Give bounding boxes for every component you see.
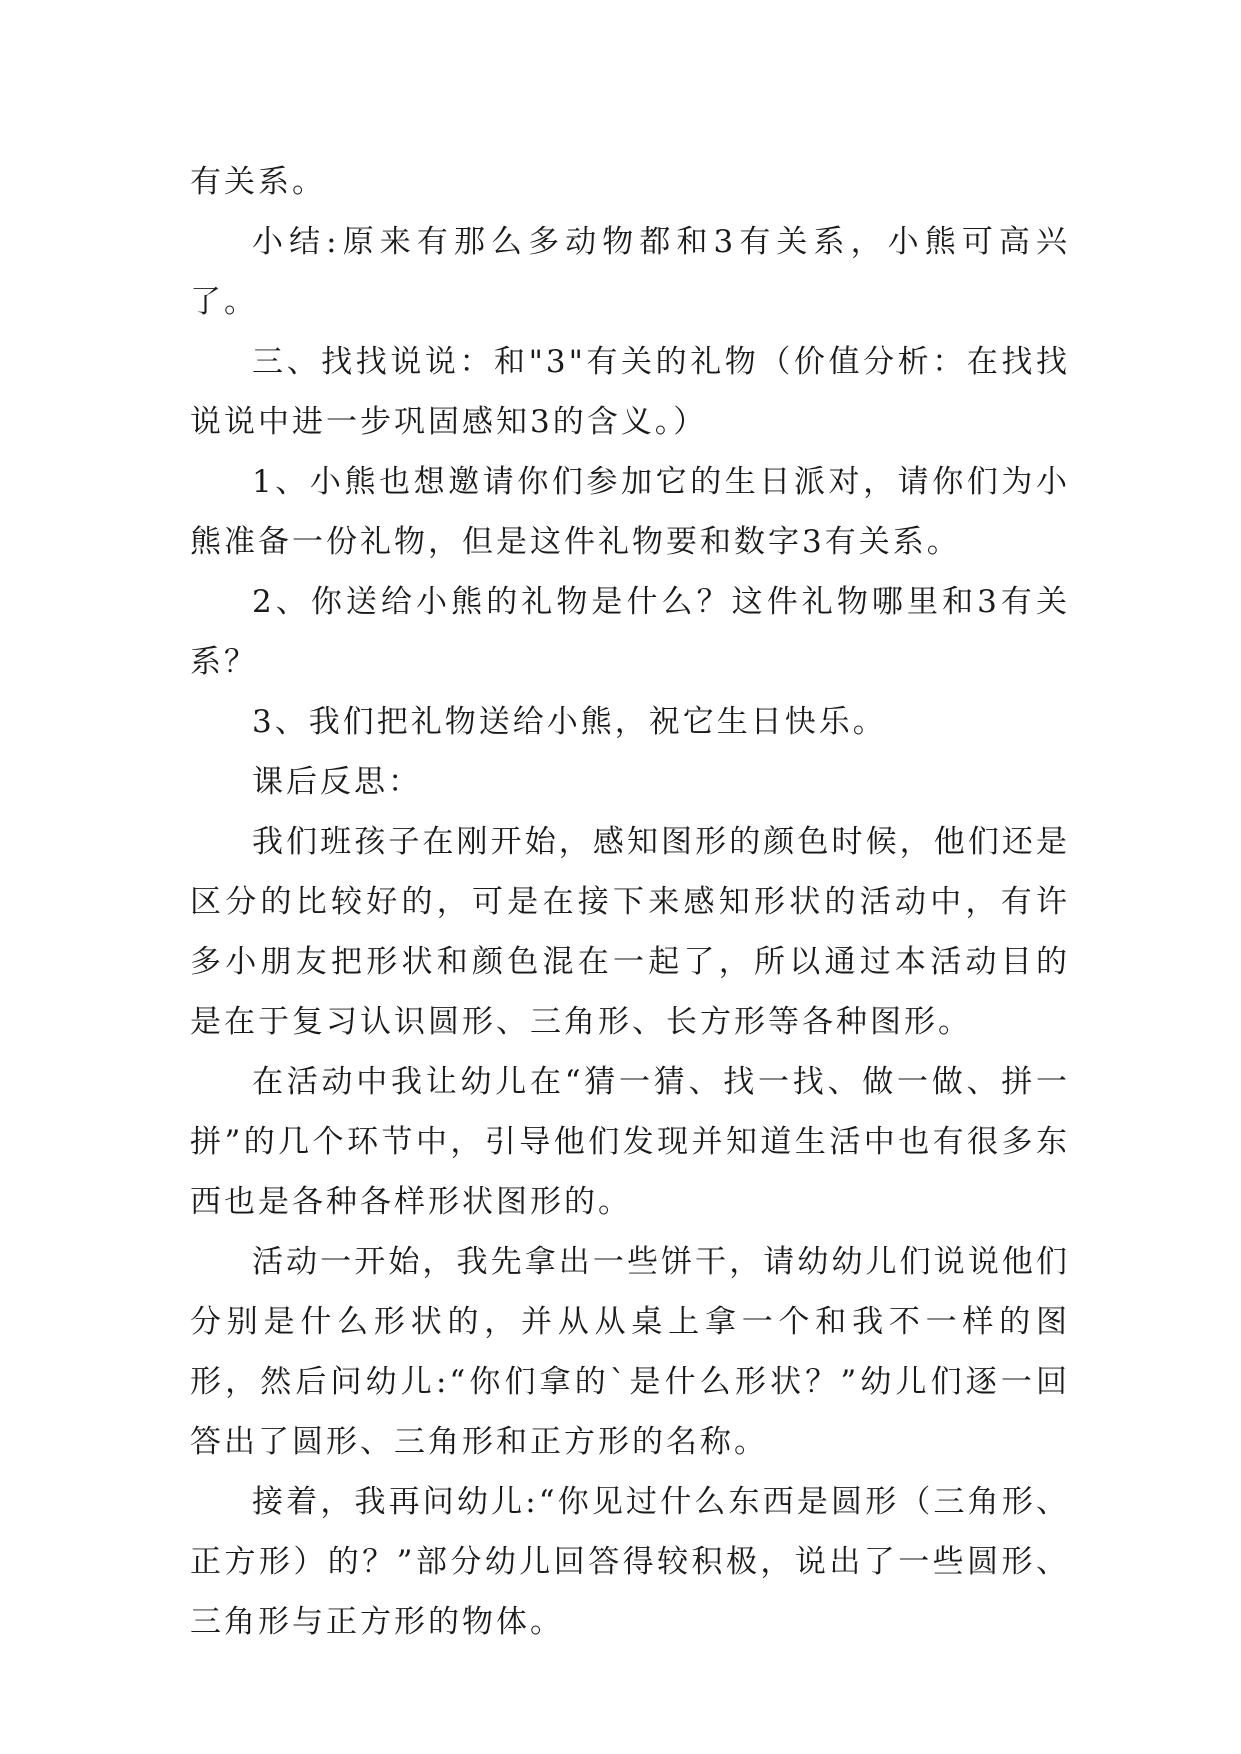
paragraph: 接着，我再问幼儿:“你见过什么东西是圆形（三角形、正方形）的？”部分幼儿回答得较积极，说出了一些圆形、三角形与正方形的物体。: [190, 1484, 1070, 1640]
section-heading: 三、找找说说：和"3"有关的礼物（价值分析：在找找说说中进一步巩固感知3的含义。）: [190, 344, 1070, 440]
list-item: 2、你送给小熊的礼物是什么？这件礼物哪里和3有关系？: [190, 584, 1070, 680]
list-item: 1、小熊也想邀请你们参加它的生日派对，请你们为小熊准备一份礼物，但是这件礼物要和数字3有关系。: [190, 464, 1070, 560]
reflection-heading: 课后反思：: [252, 764, 422, 800]
document-body: [190, 152, 1070, 1652]
paragraph: 小结:原来有那么多动物都和3有关系，小熊可高兴了。: [190, 224, 1070, 320]
paragraph: 我们班孩子在刚开始，感知图形的颜色时候，他们还是区分的比较好的，可是在接下来感知形状的活动中，有许多小朋友把形状和颜色混在一起了，所以通过本活动目的是在于复习认识圆形、三角形、长方形等各种图形。: [190, 824, 1070, 1040]
paragraph: 活动一开始，我先拿出一些饼干，请幼幼儿们说说他们分别是什么形状的，并从从桌上拿一个和我不一样的图形，然后问幼儿:“你们拿的`是什么形状？”幼儿们逐一回答出了圆形、三角形和正方形的名称。: [190, 1244, 1070, 1460]
paragraph: 有关系。: [190, 164, 326, 200]
list-item: 3、我们把礼物送给小熊，祝它生日快乐。: [252, 704, 887, 740]
paragraph: 在活动中我让幼儿在“猜一猜、找一找、做一做、拼一拼”的几个环节中，引导他们发现并知道生活中也有很多东西也是各种各样形状图形的。: [190, 1064, 1070, 1220]
